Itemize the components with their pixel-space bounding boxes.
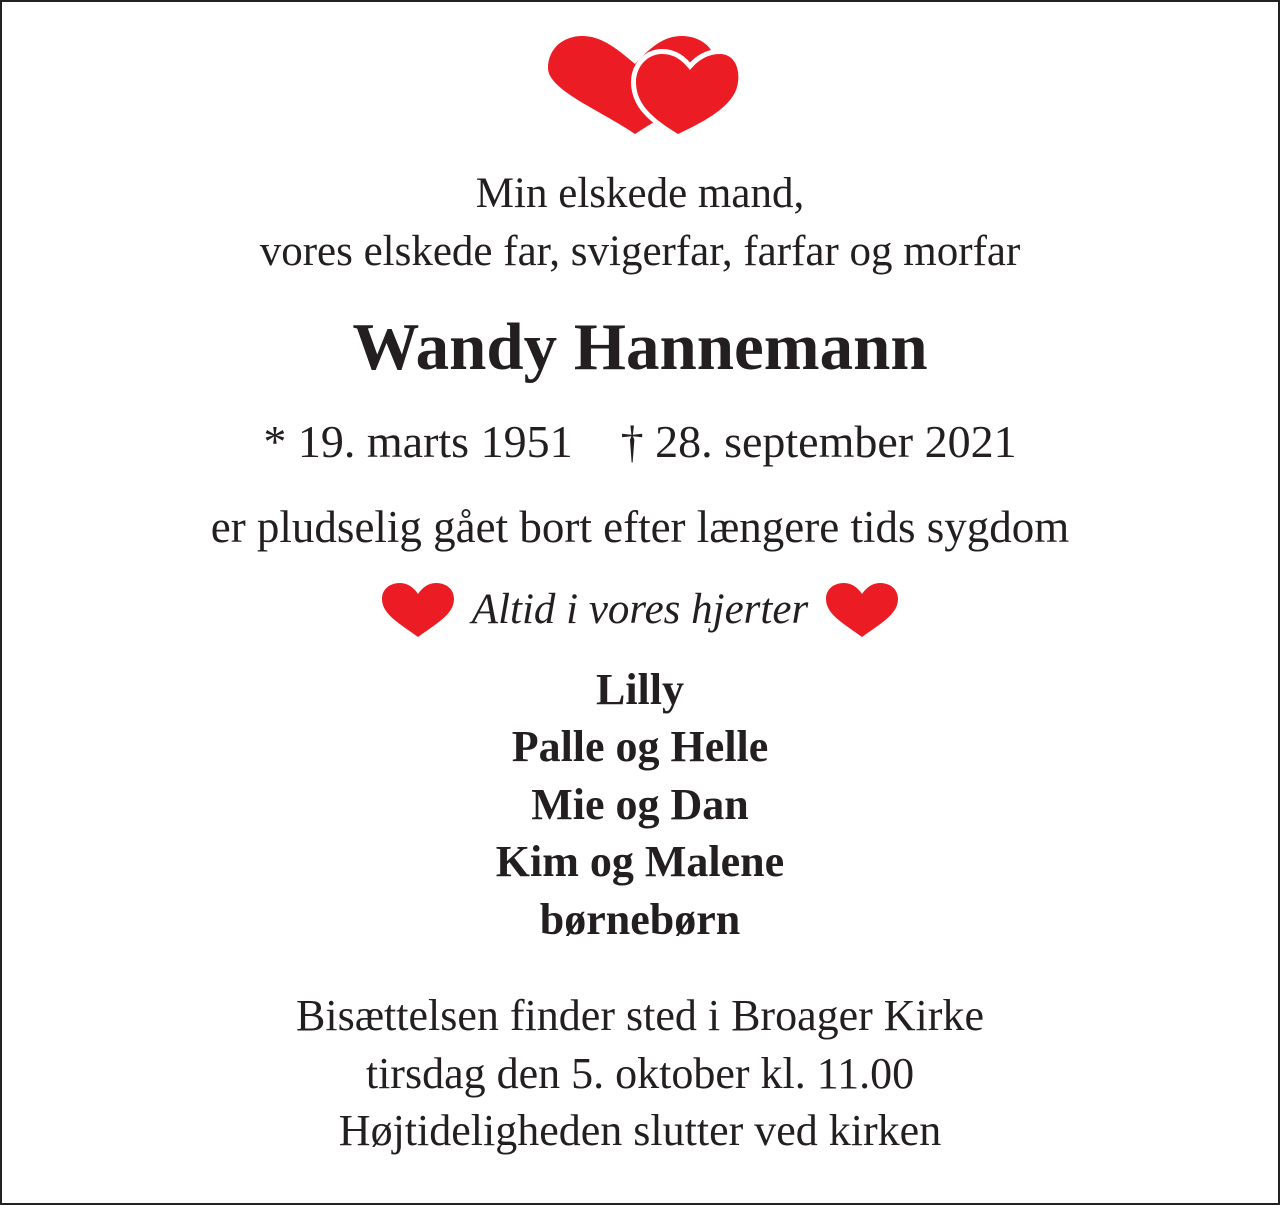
death-date: † 28. september 2021 bbox=[620, 416, 1017, 467]
funeral-info-line: Højtideligheden slutter ved kirken bbox=[338, 1106, 942, 1155]
signer: Kim og Malene bbox=[495, 837, 785, 886]
birth-date: * 19. marts 1951 bbox=[263, 416, 573, 467]
signer: Lilly bbox=[595, 665, 685, 714]
cause-of-death: er pludselig gået bort efter længere tids sygdom bbox=[210, 502, 1070, 552]
heart-icon bbox=[380, 581, 456, 639]
motto: Altid i vores hjerter bbox=[471, 586, 809, 633]
signer: Palle og Helle bbox=[511, 722, 769, 771]
funeral-info-line: Bisættelsen finder sted i Broager Kirke bbox=[296, 991, 984, 1040]
signer: Mie og Dan bbox=[531, 780, 749, 829]
signer: børnebørn bbox=[539, 895, 741, 944]
life-dates bbox=[2, 414, 1278, 470]
double-heart-icon bbox=[540, 30, 744, 140]
intro-line: Min elskede mand, bbox=[475, 170, 805, 217]
intro-line: vores elskede far, svigerfar, farfar og morfar bbox=[259, 228, 1021, 275]
heart-icon bbox=[824, 581, 900, 639]
funeral-info-line: tirsdag den 5. oktober kl. 11.00 bbox=[365, 1049, 915, 1098]
motto-row bbox=[2, 580, 1278, 640]
deceased-name: Wandy Hannemann bbox=[352, 310, 928, 384]
